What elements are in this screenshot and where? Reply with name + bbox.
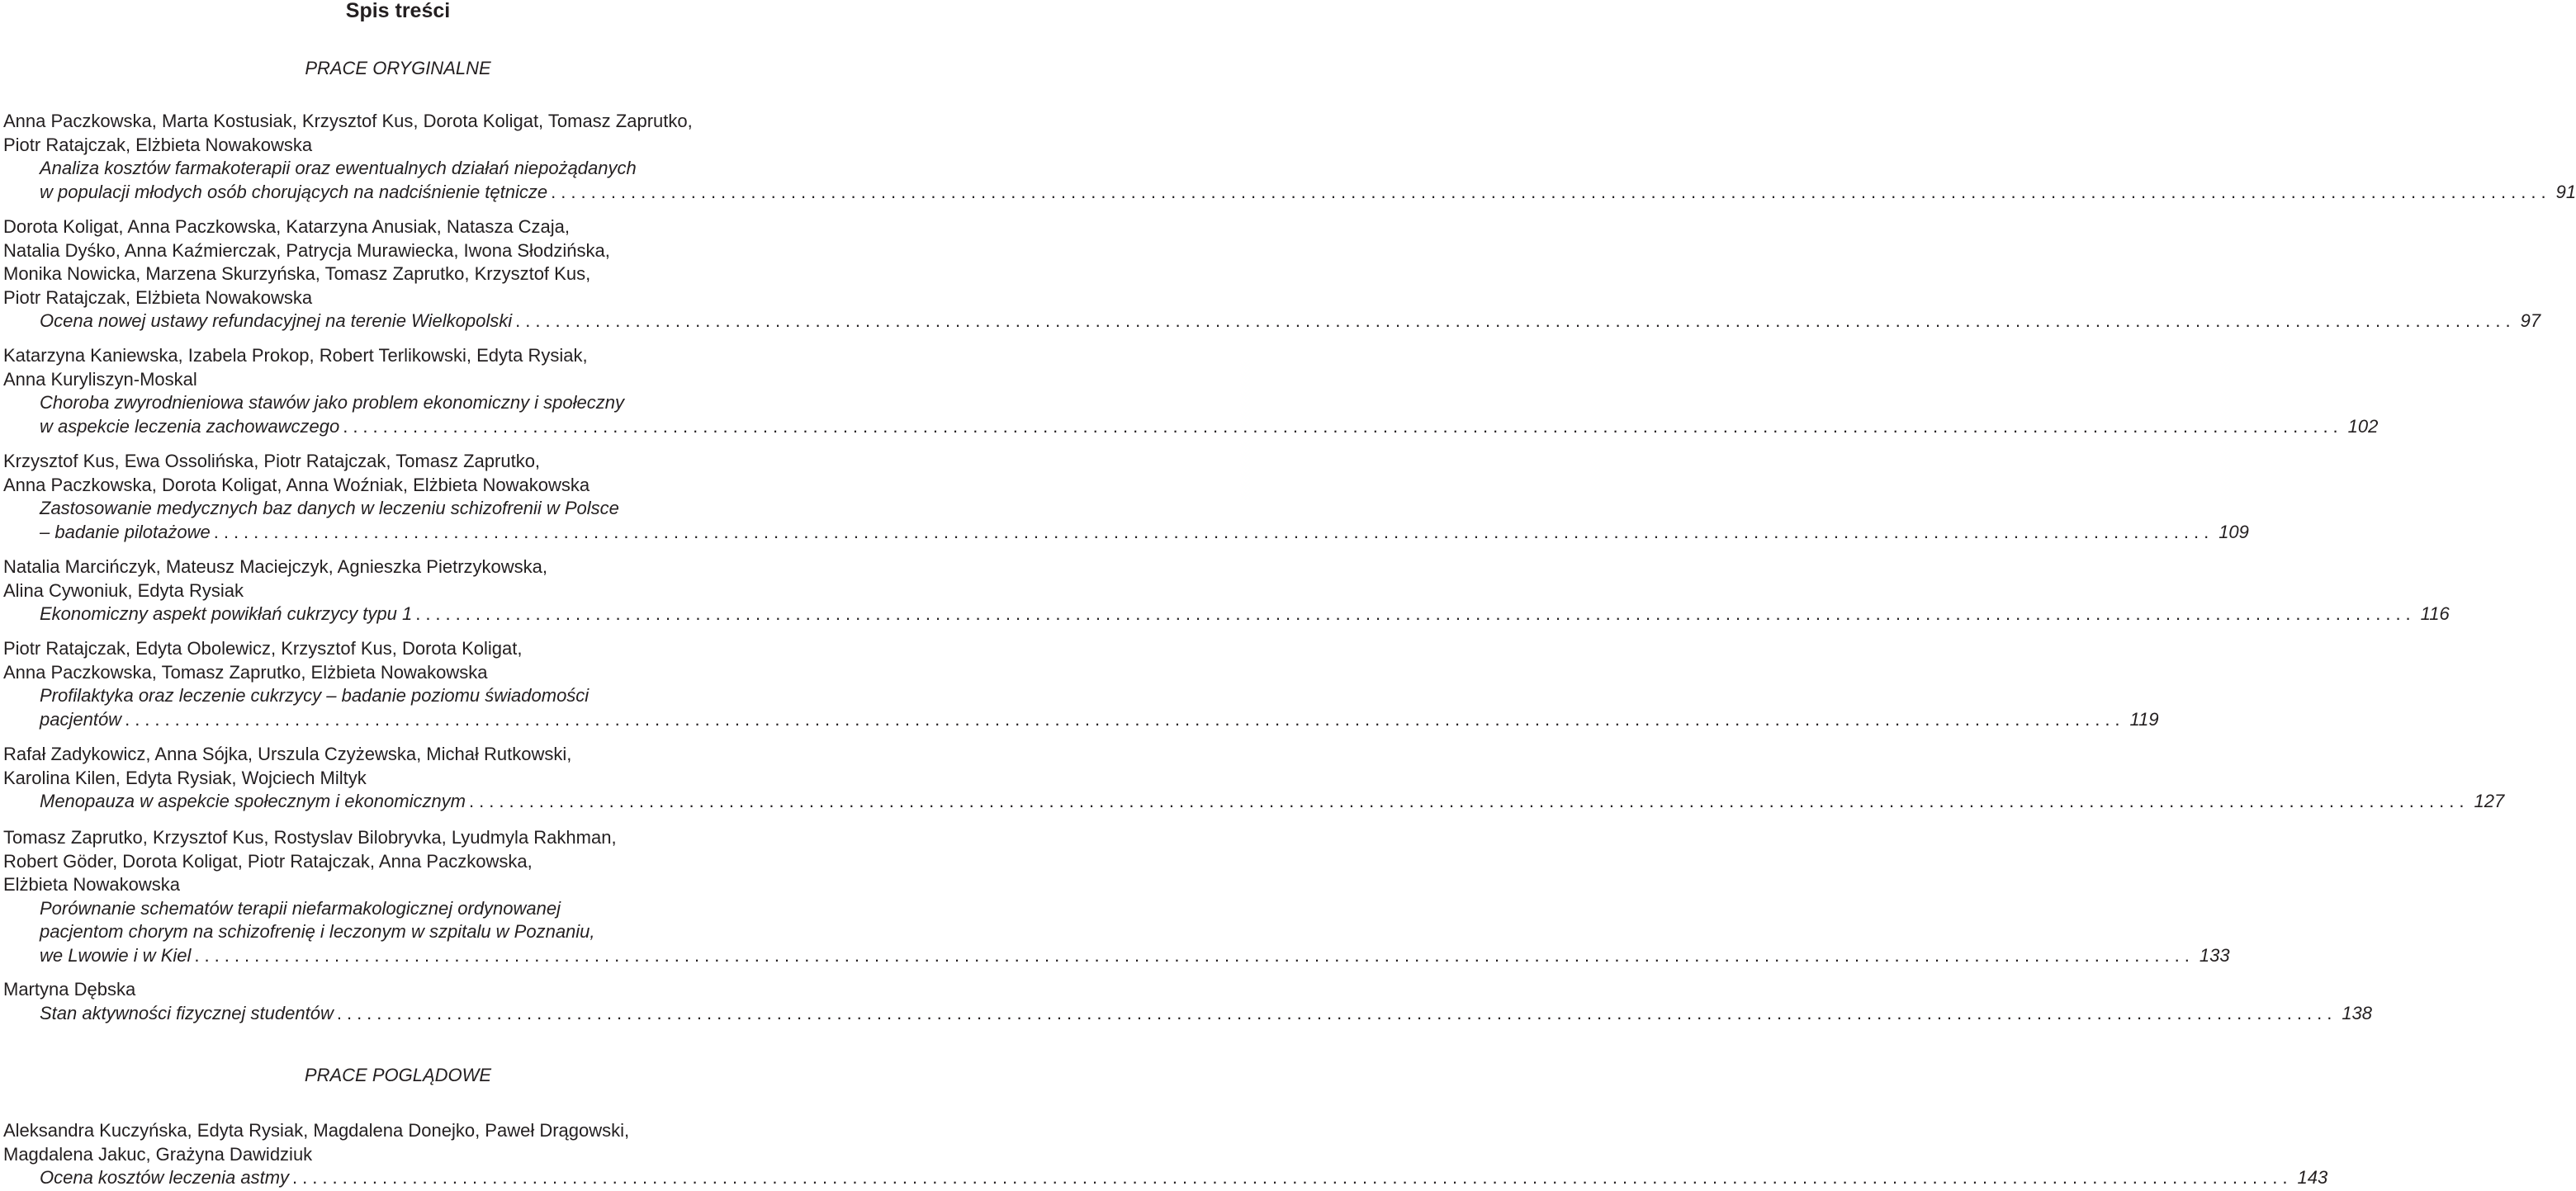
entry-title-line: Analiza kosztów farmakoterapii oraz ewentualnych działań niepożądanych <box>40 158 637 179</box>
entry-authors-line: Magdalena Jakuc, Grażyna Dawidziuk <box>3 1143 313 1165</box>
entry-authors-line: Piotr Ratajczak, Elżbieta Nowakowska <box>3 286 313 308</box>
dot-leader: ........................................................................................................................................................................................................ <box>292 1167 2293 1189</box>
dot-leader: ........................................................................................................................................................................................................ <box>515 310 2516 332</box>
entry-title-line: w aspekcie leczenia zachowawczego <box>40 415 340 437</box>
toc-entry[interactable] <box>3 826 2230 968</box>
entry-title-line: Choroba zwyrodnieniowa stawów jako problem ekonomiczny i społeczny <box>40 392 625 414</box>
entry-title-row <box>3 790 2505 814</box>
page-number: 138 <box>2342 1002 2373 1023</box>
entry-authors-line: Rafał Zadykowicz, Anna Sójka, Urszula Czyżewska, Michał Rutkowski, <box>3 744 572 764</box>
dot-leader: ........................................................................................................................................................................................................ <box>415 603 2416 625</box>
page-number: 143 <box>2297 1167 2328 1189</box>
dot-leader: ........................................................................................................................................................................................................ <box>125 708 2125 730</box>
entry-authors-line: Anna Paczkowska, Tomasz Zaprutko, Elżbieta Nowakowska <box>3 661 488 683</box>
entry-title-row <box>3 944 2230 968</box>
entry-title-line: pacjentom chorym na schizofrenię i leczonym w szpitalu w Poznaniu, <box>40 921 595 943</box>
page-title: Spis treści <box>345 0 451 22</box>
toc-entry[interactable] <box>3 743 2505 814</box>
entry-authors-line: Anna Kuryliszyn-Moskal <box>3 368 197 390</box>
page-number: 119 <box>2129 708 2159 730</box>
entry-authors-line: Aleksandra Kuczyńska, Edyta Rysiak, Magdalena Donejko, Paweł Drągowski, <box>3 1120 630 1141</box>
entry-title-line: – badanie pilotażowe <box>40 521 211 542</box>
entry-title-row <box>3 603 2450 626</box>
entry-title-row <box>3 1002 2373 1026</box>
toc-entry[interactable] <box>3 637 2159 731</box>
page-number: 127 <box>2474 791 2505 812</box>
entry-authors-line: Natalia Dyśko, Anna Kaźmierczak, Patrycja Murawiecka, Iwona Słodzińska, <box>3 239 610 261</box>
dot-leader: ........................................................................................................................................................................................................ <box>213 521 2214 542</box>
entry-authors-line: Elżbieta Nowakowska <box>3 874 180 896</box>
entry-authors-line: Tomasz Zaprutko, Krzysztof Kus, Rostyslav Bilobryvka, Lyudmyla Rakhman, <box>3 827 617 848</box>
entry-authors-line: Monika Nowicka, Marzena Skurzyńska, Tomasz Zaprutko, Krzysztof Kus, <box>3 263 591 285</box>
dot-leader: ........................................................................................................................................................................................................ <box>194 944 2195 966</box>
toc-entry[interactable] <box>3 978 2373 1025</box>
entry-authors-line: Anna Paczkowska, Marta Kostusiak, Krzysztof Kus, Dorota Koligat, Tomasz Zaprutko, <box>3 111 693 131</box>
page-number: 102 <box>2347 415 2379 437</box>
page-number: 133 <box>2199 944 2230 966</box>
entry-title-row <box>3 310 2541 333</box>
entry-title-line: Ocena nowej ustawy refundacyjnej na terenie Wielkopolski <box>40 310 513 332</box>
dot-leader: ........................................................................................................................................................................................................ <box>336 1002 2337 1023</box>
section-heading-review-papers: PRACE POGLĄDOWE <box>304 1065 492 1085</box>
page-number: 116 <box>2420 603 2450 625</box>
entry-authors-line: Natalia Marcińczyk, Mateusz Maciejczyk, Agnieszka Pietrzykowska, <box>3 556 547 577</box>
entry-title-row <box>3 415 2379 439</box>
entry-authors-line: Piotr Ratajczak, Edyta Obolewicz, Krzysztof Kus, Dorota Koligat, <box>3 638 523 659</box>
entry-authors-line: Karolina Kilen, Edyta Rysiak, Wojciech Miltyk <box>3 767 367 788</box>
entry-authors-line: Martyna Dębska <box>3 979 136 1000</box>
entry-title-line: Porównanie schematów terapii niefarmakologicznej ordynowanej <box>40 897 561 919</box>
entry-authors-line: Robert Göder, Dorota Koligat, Piotr Ratajczak, Anna Paczkowska, <box>3 850 533 872</box>
toc-entry[interactable] <box>3 1119 2328 1190</box>
page-number: 91 <box>2555 181 2576 202</box>
entry-title-line: Menopauza w aspekcie społecznym i ekonomicznym <box>40 791 466 812</box>
page-number: 109 <box>2218 521 2249 542</box>
entry-title-row <box>3 181 2576 205</box>
section-heading-original-papers: PRACE ORYGINALNE <box>305 58 491 78</box>
entry-title-row <box>3 521 2249 545</box>
entry-title-line: pacjentów <box>40 708 122 730</box>
entry-title-line: Profilaktyka oraz leczenie cukrzycy – badanie poziomu świadomości <box>40 685 590 707</box>
toc-entry[interactable] <box>3 110 2576 204</box>
entry-title-line: Zastosowanie medycznych baz danych w leczeniu schizofrenii w Polsce <box>40 498 619 519</box>
dot-leader: ........................................................................................................................................................................................................ <box>551 181 2551 202</box>
entry-authors-line: Dorota Koligat, Anna Paczkowska, Katarzyna Anusiak, Natasza Czaja, <box>3 216 571 237</box>
toc-entry[interactable] <box>3 215 2541 333</box>
entry-authors-line: Alina Cywoniuk, Edyta Rysiak <box>3 579 244 601</box>
dot-leader: ........................................................................................................................................................................................................ <box>343 415 2343 437</box>
entry-authors-line: Krzysztof Kus, Ewa Ossolińska, Piotr Ratajczak, Tomasz Zaprutko, <box>3 451 541 471</box>
entry-authors-line: Piotr Ratajczak, Elżbieta Nowakowska <box>3 134 313 155</box>
toc-entry[interactable] <box>3 450 2249 544</box>
entry-title-row <box>3 708 2159 732</box>
entry-title-line: Ekonomiczny aspekt powikłań cukrzycy typu 1 <box>40 603 413 625</box>
page-number: 97 <box>2520 310 2541 332</box>
dot-leader: ........................................................................................................................................................................................................ <box>469 791 2469 812</box>
entry-title-line: Ocena kosztów leczenia astmy <box>40 1167 290 1189</box>
entry-title-row <box>3 1166 2328 1190</box>
entry-title-line: Stan aktywności fizycznej studentów <box>40 1002 334 1023</box>
entry-authors-line: Anna Paczkowska, Dorota Koligat, Anna Woźniak, Elżbieta Nowakowska <box>3 474 590 495</box>
entry-title-line: w populacji młodych osób chorujących na nadciśnienie tętnicze <box>40 181 548 202</box>
toc-entry[interactable] <box>3 555 2450 626</box>
entry-title-line: we Lwowie i w Kiel <box>40 944 192 966</box>
toc-entry[interactable] <box>3 344 2379 438</box>
entry-authors-line: Katarzyna Kaniewska, Izabela Prokop, Robert Terlikowski, Edyta Rysiak, <box>3 345 588 366</box>
